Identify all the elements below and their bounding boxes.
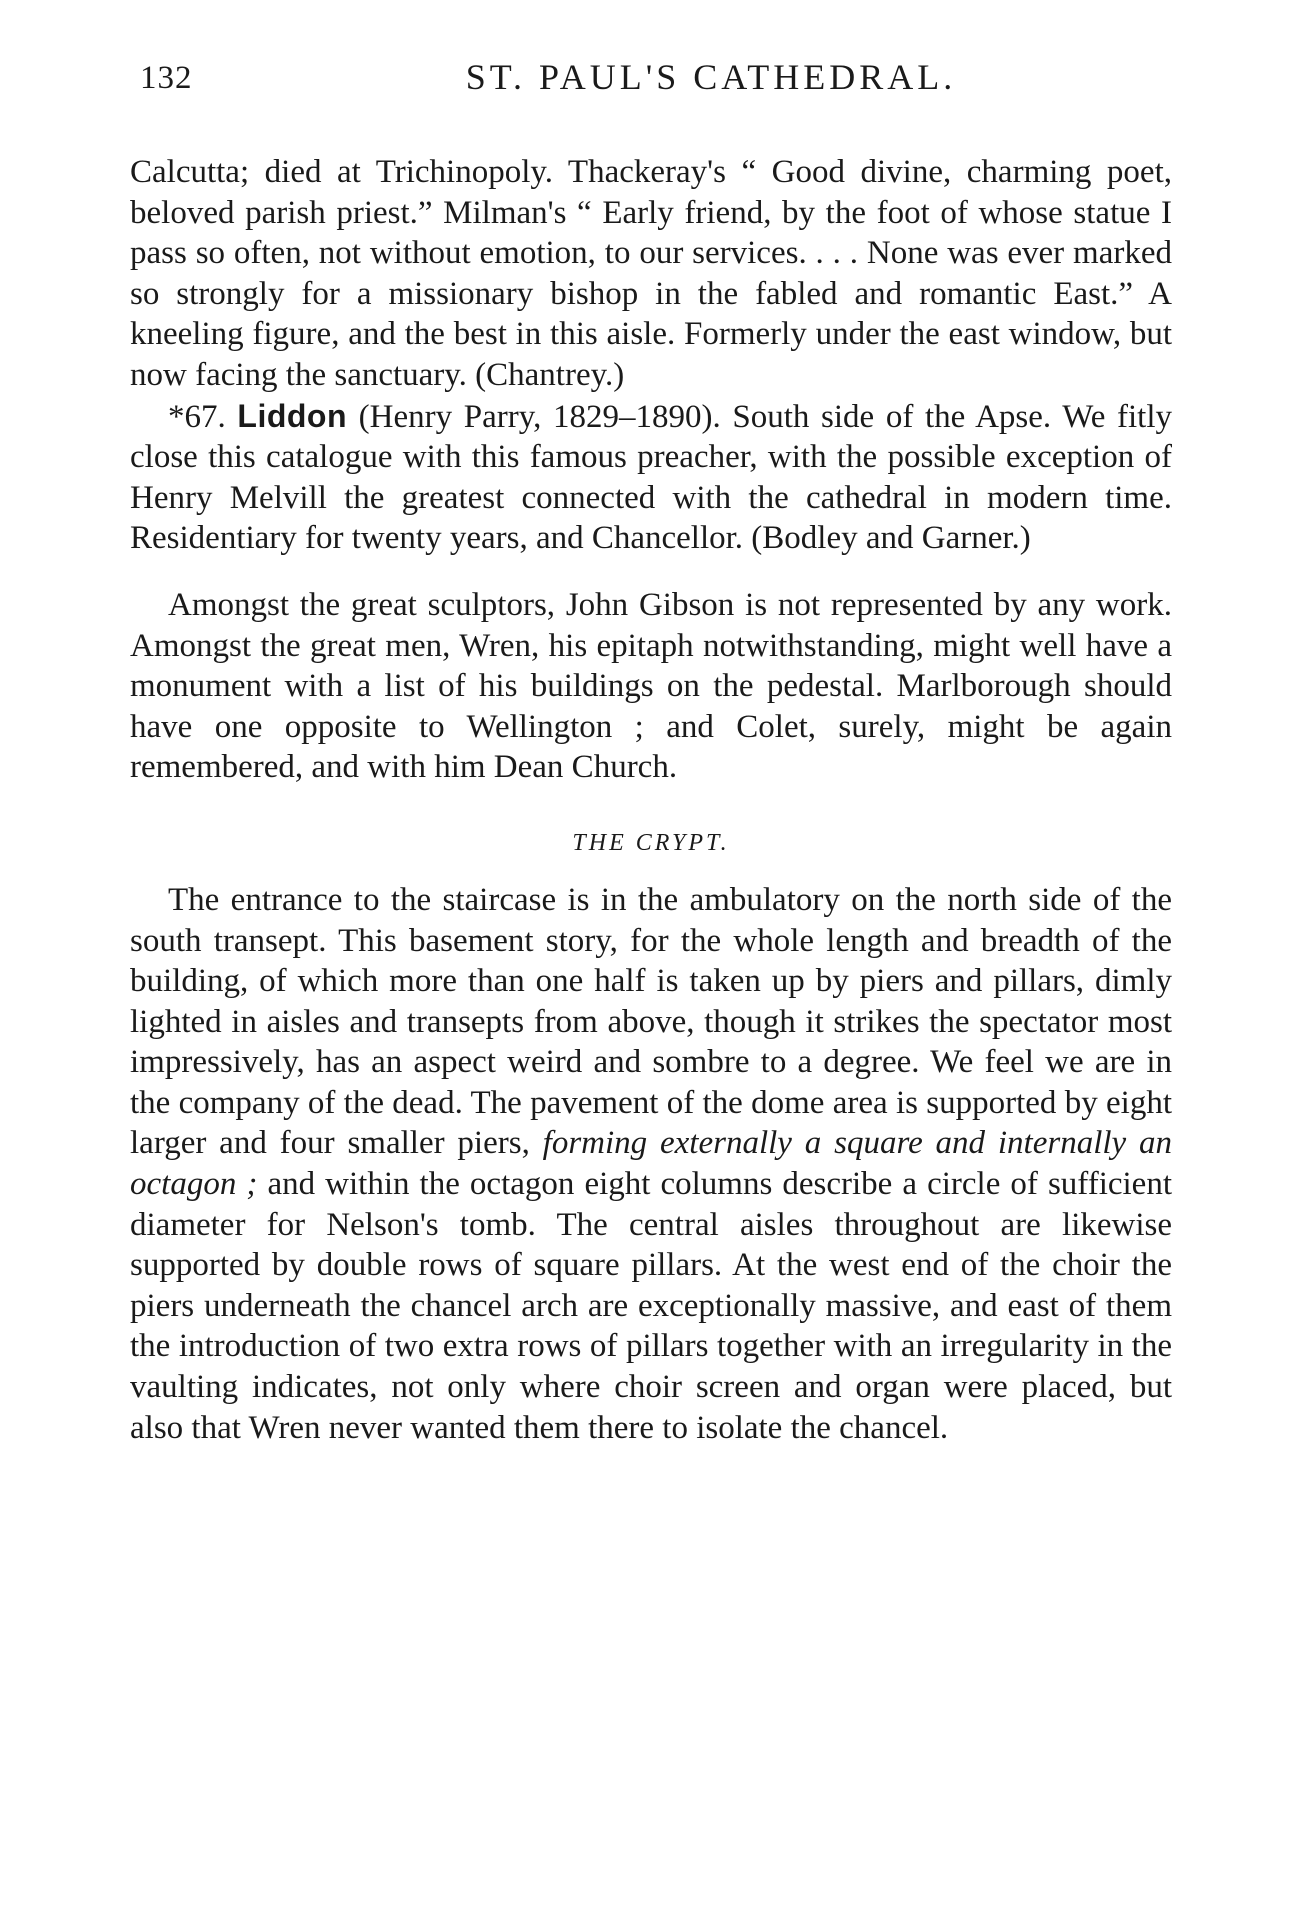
section-heading: THE CRYPT. bbox=[572, 829, 730, 856]
running-title: ST. PAUL'S CATHEDRAL. bbox=[465, 57, 957, 97]
entry-name: Liddon bbox=[237, 397, 348, 434]
continuation-paragraph: Calcutta; died at Trichinopoly. Thackeray's “ Good divine, charming poet, beloved parish priest.” Milman's “ Early friend, by the foot of whose statue I pass so often, not without emotion, to our services. . . . None was ever marked so strongly for a missionary bishop in the fabled and romantic East.” A kneeling figure, and the best in this aisle. Formerly under the east window, but now facing the sanctuary. (Chantrey.) bbox=[130, 154, 1172, 393]
page-number: 132 bbox=[140, 60, 193, 96]
crypt-text-part2: and within the octagon eight columns describe a circle of sufficient diameter for Nelson's tomb. The central aisles throughout are likewise supported by double rows of square pillars. At the west end of the choir the piers underneath the chancel arch are exceptionally massive, and east of them the introduction of two extra rows of pillars together with an irregularity in the vaulting indicates, not only where choir screen and organ were placed, but also that Wren never wanted them there to isolate the chancel. bbox=[130, 1166, 1172, 1446]
entry-text: (Henry Parry, 1829–1890). South side of the Apse. We fitly close this catalogue with this famous preacher, with the possible exception of Henry Melvill the greatest connected with the cathedral in modern time. Residentiary for twenty years, and Chancellor. (Bodley and Garner.) bbox=[130, 398, 1172, 557]
closing-paragraph: Amongst the great sculptors, John Gibson is not represented by any work. Amongst the great men, Wren, his epitaph notwithstanding, might well have a monument with a list of his buildings on the pedestal. Marlborough should have one opposite to Wellington ; and Colet, surely, might be again remembered, and with him Dean Church. bbox=[130, 586, 1172, 786]
crypt-text-italic: forming externally a square and internally an octagon ; bbox=[130, 1125, 1173, 1203]
catalogue-entry-67 bbox=[130, 396, 1172, 559]
crypt-paragraph bbox=[130, 880, 1172, 1448]
running-head bbox=[130, 56, 1172, 112]
crypt-text-part1: The entrance to the staircase is in the ambulatory on the north side of the south transept. This basement story, for the whole length and breadth of the building, of which more than one half is taken up by piers and pillars, dimly lighted in aisles and transepts from above, though it strikes the spectator most impressively, has an aspect weird and sombre to a degree. We feel we are in the company of the dead. The pavement of the dome area is supported by eight larger and four smaller piers, bbox=[130, 881, 1172, 1162]
entry-number: *67. bbox=[168, 398, 226, 435]
book-page bbox=[130, 56, 1172, 1448]
